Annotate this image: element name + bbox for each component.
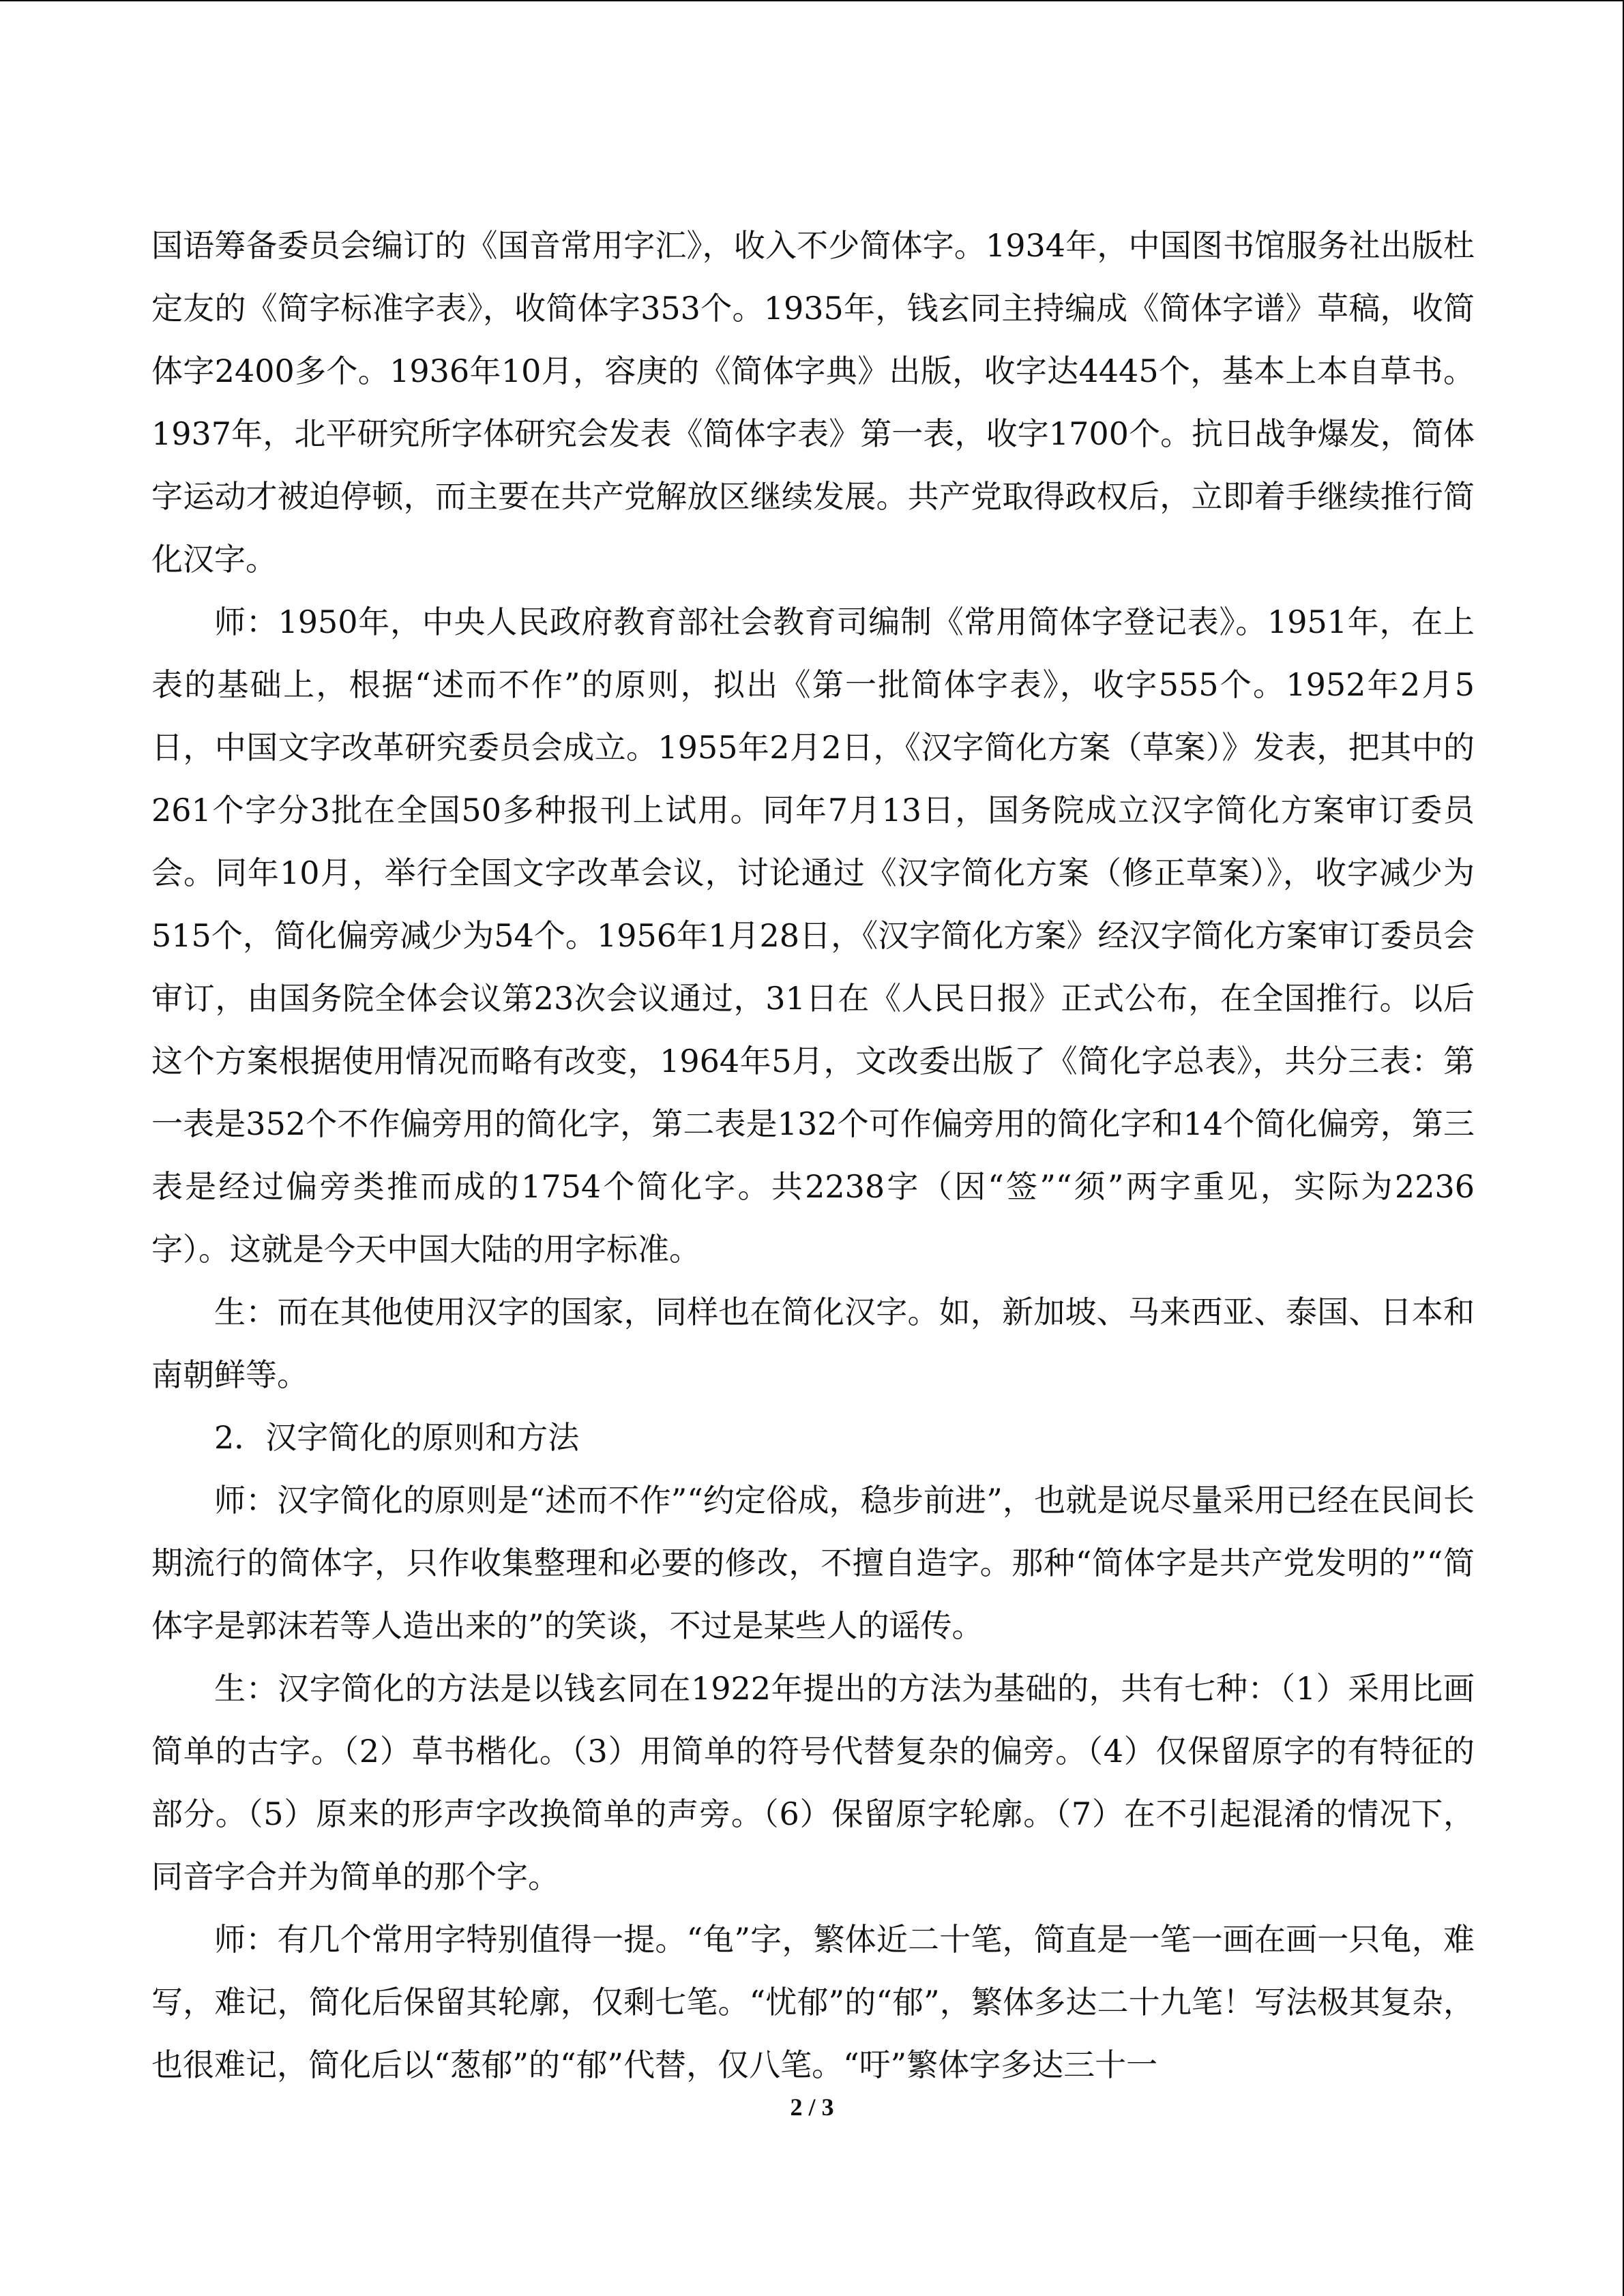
paragraph-teacher-1950s: 师：1950年，中央人民政府教育部社会教育司编制《常用简体字登记表》。1951年，在上表的基础上，根据“述而不作”的原则，拟出《第一批简体字表》，收字555个。1952年2月5日，中国文字改革研究委员会成立。1955年2月2日，《汉字简化方案（草案）》发表，把其中的261个字分3批在全国50多种报刊上试用。同年7月13日，国务院成立汉字简化方案审订委员会。同年10月，举行全国文字改革会议，讨论通过《汉字简化方案（修正草案）》，收字减少为515个，简化偏旁减少为54个。1956年1月28日，《汉字简化方案》经汉字简化方案审订委员会审订，由国务院全体会议第23次会议通过，31日在《人民日报》正式公布，在全国推行。以后这个方案根据使用情况而略有改变，1964年5月，文改委出版了《简化字总表》，共分三表：第一表是352个不作偏旁用的简化字，第二表是132个可作偏旁用的简化字和14个简化偏旁，第三表是经过偏旁类推而成的1754个简化字。共2238字（因“签”“须”两字重见，实际为2236字）。这就是今天中国大陆的用字标准。 — [151, 603, 1475, 1268]
section-heading-principles: 2．汉字简化的原则和方法 — [214, 1419, 580, 1456]
paragraph-student-other-countries: 生：而在其他使用汉字的国家，同样也在简化汉字。如，新加坡、马来西亚、泰国、日本和南朝鲜等。 — [151, 1294, 1475, 1393]
page-number: 2 / 3 — [790, 2093, 834, 2121]
paragraph-student-methods: 生：汉字简化的方法是以钱玄同在1922年提出的方法为基础的，共有七种：（1）采用比画简单的古字。（2）草书楷化。（3）用简单的符号代替复杂的偏旁。（4）仅保留原字的有特征的部分。（5）原来的形声字改换简单的声旁。（6）保留原字轮廓。（7）在不引起混淆的情况下，同音字合并为简单的那个字。 — [151, 1670, 1475, 1895]
paragraph-teacher-principles: 师：汉字简化的原则是“述而不作”“约定俗成，稳步前进”，也就是说尽量采用已经在民间长期流行的简体字，只作收集整理和必要的修改，不擅自造字。那种“简体字是共产党发明的”“简体字是郭沫若等人造出来的”的笑谈，不过是某些人的谣传。 — [151, 1482, 1475, 1644]
paragraph-teacher-examples: 师：有几个常用字特别值得一提。“龟”字，繁体近二十笔，简直是一笔一画在画一只龟，难写，难记，简化后保留其轮廓，仅剩七笔。“忧郁”的“郁”，繁体多达二十九笔！写法极其复杂，也很难记，简化后以“葱郁”的“郁”代替，仅八笔。“吁”繁体字多达三十一 — [151, 1921, 1475, 2083]
document-body — [151, 214, 1475, 2096]
paragraph-history-1930s: 国语筹备委员会编订的《国音常用字汇》，收入不少简体字。1934年，中国图书馆服务社出版杜定友的《简字标准字表》，收简体字353个。1935年，钱玄同主持编成《简体字谱》草稿，收简体字2400多个。1936年10月，容庚的《简体字典》出版，收字达4445个，基本上本自草书。1937年，北平研究所字体研究会发表《简体字表》第一表，收字1700个。抗日战争爆发，简体字运动才被迫停顿，而主要在共产党解放区继续发展。共产党取得政权后，立即着手继续推行简化汉字。 — [151, 227, 1475, 578]
